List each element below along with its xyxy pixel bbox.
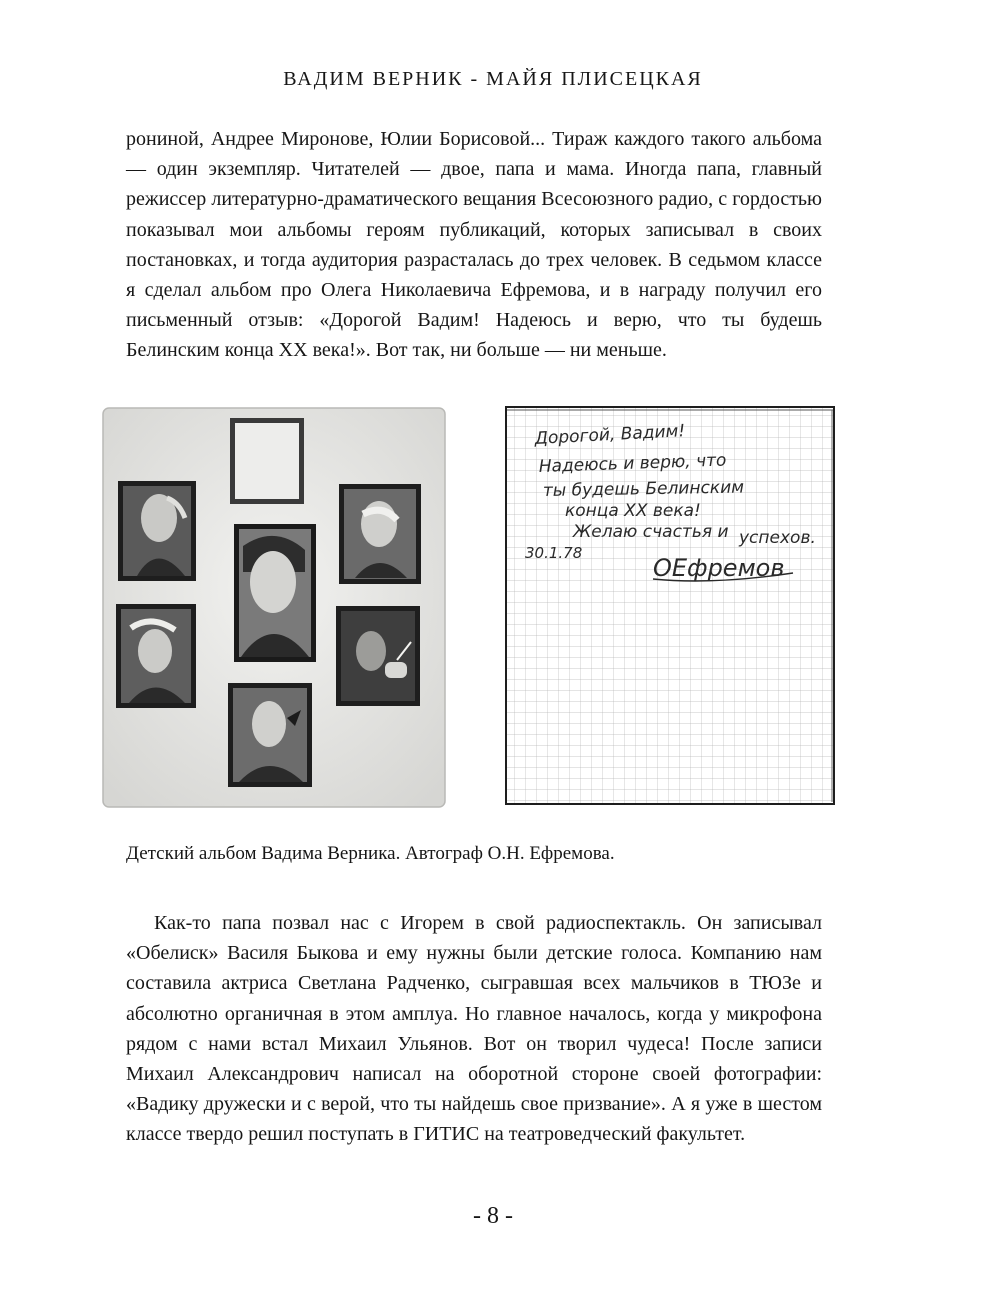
autograph-signature: ОЕфремов [653,554,785,582]
autograph-line-6: успехов. [739,528,816,548]
figure-caption: Детский альбом Вадима Верника. Автограф О.Н. Ефремова. [126,843,615,864]
autograph-line-2: Надеюсь и верю, что [538,450,727,477]
autograph-line-5: Желаю счастья и [573,522,729,542]
album-photo-portrait-4 [336,606,420,706]
album-photo-portrait-5 [228,683,312,787]
album-photo-portrait-1 [118,481,196,581]
body-paragraph-1: рониной, Андрее Миронове, Юлии Борисовой... Тираж каждого такого альбома — один экземпляр. Читателей — двое, папа и мама. Иногда папа, главный режиссер литературно-драматического вещания Всесоюзного радио, с гордостью показывал мои альбомы героям публикаций, которых записывал в своих постановках, и тогда аудитория разрасталась до трех человек. В седьмом классе я сделал альбом про Олега Николаевича Ефремова, и в награду получил его письменный отзыв: «Дорогой Вадим! Надеюсь и верю, что ты будешь Белинским конца XX века!». Вот так, ни больше — ни меньше. [126,128,822,362]
autograph-line-3: ты будешь Белинским [542,477,745,501]
album-photo-portrait-center [234,524,316,662]
running-title: ВАДИМ ВЕРНИК - МАЙЯ ПЛИСЕЦКАЯ [283,68,703,90]
autograph-photo [503,404,837,807]
album-photo-portrait-3 [116,604,196,708]
album-photo-portrait-2 [339,484,421,584]
autograph-line-1: Дорогой, Вадим! [534,421,686,449]
autograph-line-4: конца XX века! [565,501,701,521]
page-number: - 8 - [473,1203,513,1229]
autograph-date: 30.1.78 [525,544,583,562]
album-photo [101,406,447,809]
body-paragraph-2: Как-то папа позвал нас с Игорем в свой радиоспектакль. Он записывал «Обелиск» Василя Быкова и ему нужны были детские голоса. Компанию нам составила актриса Светлана Радченко, сыгравшая всех мальчиков в ТЮЗе и абсолютно органичная в этом амплуа. Но главное началось, когда у микрофона рядом с нами встал Михаил Ульянов. Вот он творил чудеса! После записи Михаил Александрович написал на оборотной стороне своей фотографии: «Вадику дружески и с верой, что ты найдешь свое призвание». А я уже в шестом классе твердо решил поступать в ГИТИС на театроведческий факультет. [126,912,822,1146]
album-photo-frame-top [230,418,304,504]
